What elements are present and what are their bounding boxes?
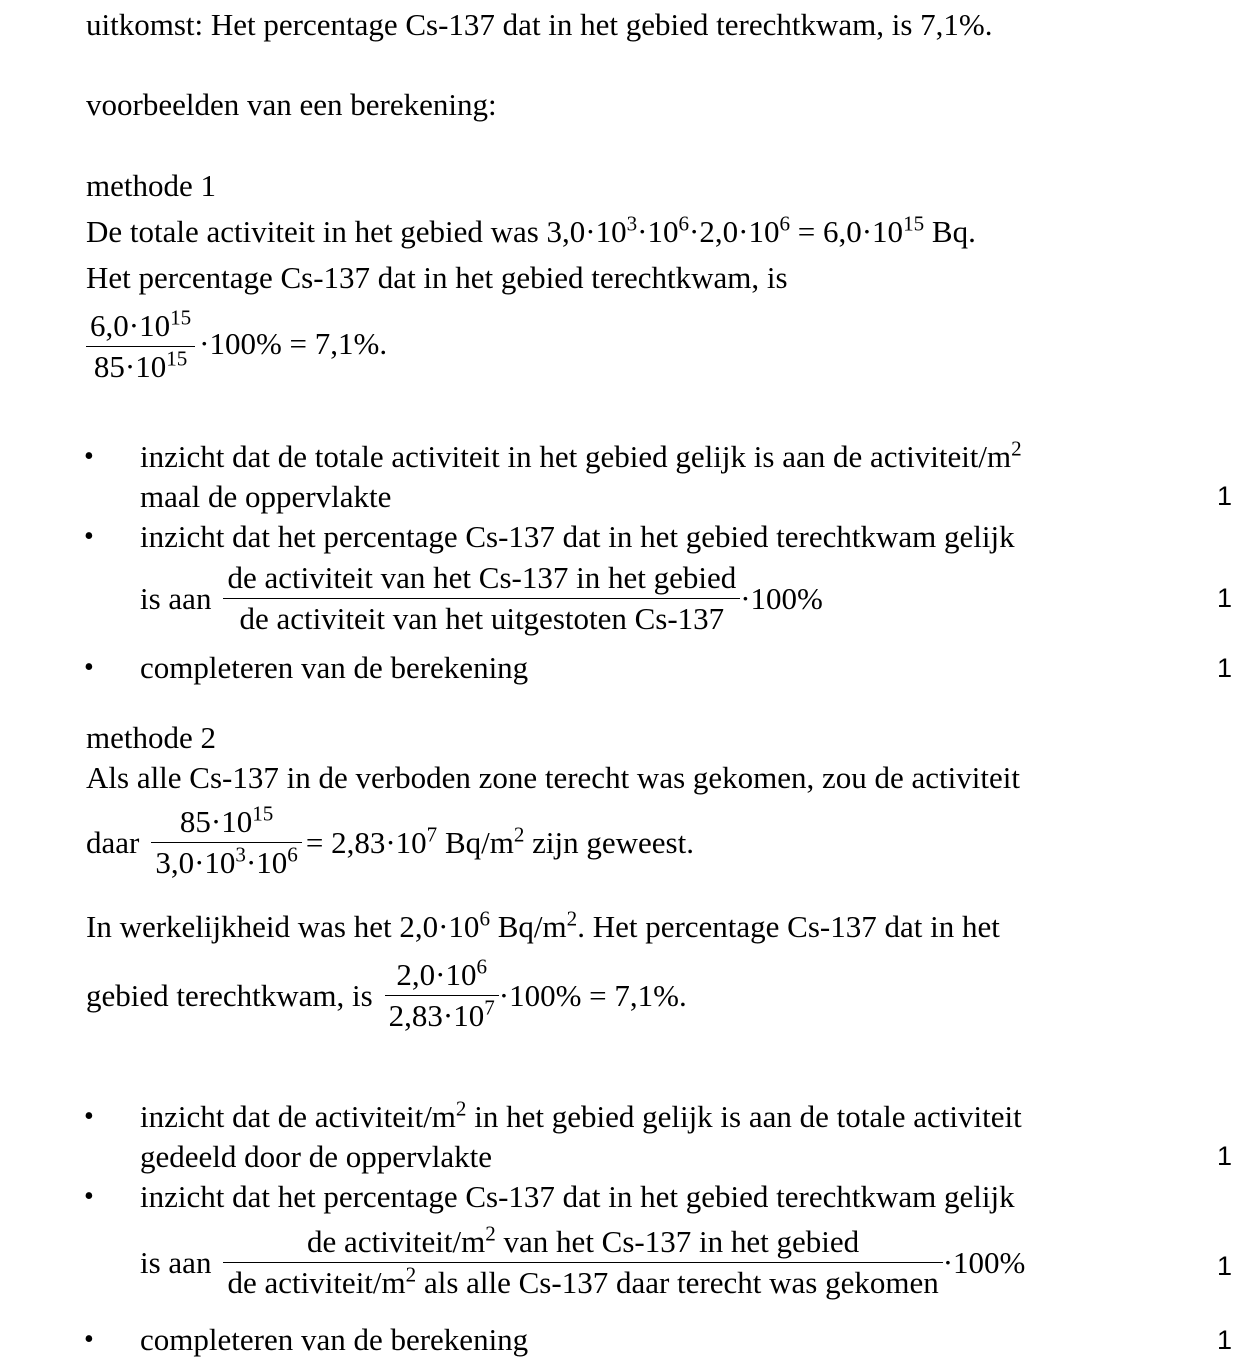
unit-bq: Bq. — [931, 214, 976, 249]
score-point: 1 — [1217, 583, 1233, 613]
score-point: 1 — [1217, 481, 1233, 511]
fraction: $\frac{85\cdot 10^{15}}{3,0\cdot 10^3\cdot 10^6}$ — [151, 802, 302, 884]
method-2-daar-formula: daar $\frac{85\cdot 10^{15}}{3,0\cdot 10^3\cdot 10^6}$ = $2,83\cdot 10^7$ $Bq/m^2$ zijn geweest. — [86, 802, 694, 884]
examples-heading: voorbeelden van een berekening: — [86, 87, 497, 122]
method-2-percentage-formula: gebied terechtkwam, is $\frac{2,0\cdot 10^6}{2,83\cdot 10^7}$ ·100% = 7,1%. — [86, 955, 687, 1037]
method-1-percentage-formula: $\frac{6,0\cdot 10^{15}}{85\cdot 10^{15}}$ ·100% = 7,1%. — [86, 306, 387, 388]
score-point: 1 — [1217, 1141, 1233, 1171]
m1-bullet-1-line-1: inzicht dat de totale activiteit in het gebied gelijk is aan de activiteit/$m^2$ — [140, 436, 1022, 474]
m1-bullet-2-line-1: inzicht dat het percentage Cs-137 dat in het gebied terechtkwam gelijk — [140, 519, 1015, 554]
method-1-line-1 — [86, 211, 976, 249]
fraction: $\frac{2,0\cdot 10^6}{2,83\cdot 10^7}$ — [385, 955, 499, 1037]
m1-bullet-3: completeren van de berekening — [140, 650, 529, 685]
method-1-title: methode 1 — [86, 168, 216, 203]
m2-bullet-2-line-1: inzicht dat het percentage Cs-137 dat in het gebied terechtkwam gelijk — [140, 1179, 1015, 1214]
m2-bullet-1-line-2: gedeeld door de oppervlakte — [140, 1139, 493, 1174]
bullet-icon: • — [84, 652, 94, 683]
bullet-icon: • — [84, 441, 94, 472]
m2-bullet-2-formula: is aan $\frac{de activiteit/m^2 van het Cs-137 in het gebied}{de activiteit/m^2 als alle Cs-137 daar terecht was gekomen}$ ·100% — [140, 1222, 1025, 1304]
m2-bullet-1-line-1: inzicht dat de activiteit/$m^2$ in het gebied gelijk is aan de totale activiteit — [140, 1096, 1022, 1134]
fraction: $\frac{\text{de activiteit van het Cs-137 in het gebied}}{\text{de activiteit van het uitgestoten Cs-137}}$ — [223, 558, 740, 640]
method-1-line-1-text: De totale activiteit in het gebied was — [86, 214, 539, 249]
m1-bullet-2-formula: is aan $\frac{\text{de activiteit van het Cs-137 in het gebied}}{\text{de activiteit van het uitgestoten Cs-137}}$ ·100% — [140, 558, 823, 640]
score-point: 1 — [1217, 1251, 1233, 1281]
bullet-icon: • — [84, 1181, 94, 1212]
m1-bullet-1-line-2: maal de oppervlakte — [140, 479, 392, 514]
m2-bullet-3: completeren van de berekening — [140, 1322, 529, 1357]
score-point: 1 — [1217, 1325, 1233, 1355]
bullet-icon: • — [84, 1101, 94, 1132]
fraction: $\frac{de activiteit/m^2 van het Cs-137 in het gebied}{de activiteit/m^2 als alle Cs-137 daar terecht was gekomen}$ — [223, 1222, 942, 1304]
method-2-werkelijk-line: In werkelijkheid was het $2,0\cdot 10^6$ $Bq/m^2$. Het percentage Cs-137 dat in het — [86, 906, 1000, 944]
method-2-line-1: Als alle Cs-137 in de verboden zone terecht was gekomen, zou de activiteit — [86, 760, 1020, 795]
total-activity-formula: $3,0\cdot 10^3\cdot 10^6\cdot 2,0\cdot 10^6 = 6,0\cdot 10^{15}$ — [546, 211, 925, 249]
bullet-icon: • — [84, 521, 94, 552]
method-2-title: methode 2 — [86, 720, 216, 755]
fraction: $\frac{6,0\cdot 10^{15}}{85\cdot 10^{15}}$ — [86, 306, 195, 388]
bullet-icon: • — [84, 1324, 94, 1355]
method-1-line-2: Het percentage Cs-137 dat in het gebied terechtkwam, is — [86, 260, 788, 295]
answer-statement: uitkomst: Het percentage Cs-137 dat in het gebied terechtkwam, is 7,1%. — [86, 7, 993, 42]
score-point: 1 — [1217, 653, 1233, 683]
